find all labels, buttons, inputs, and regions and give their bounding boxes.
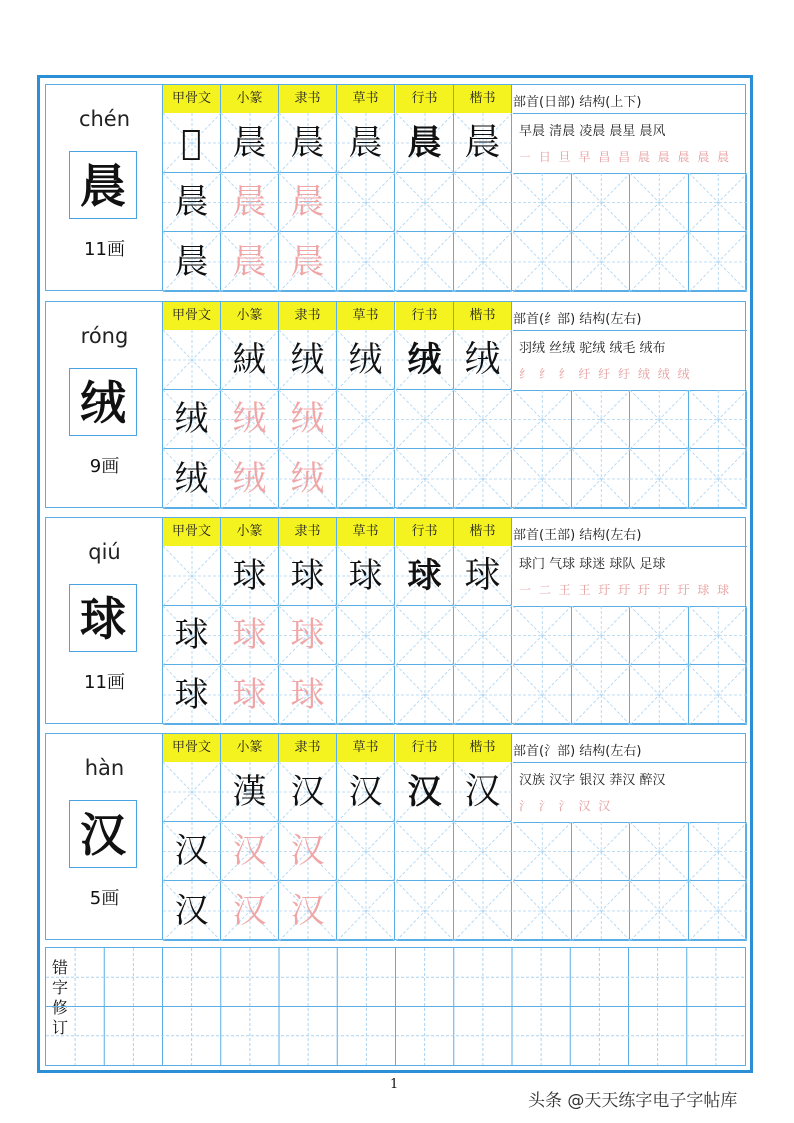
extra-practice-cell bbox=[513, 606, 572, 665]
model-character: 绒 bbox=[174, 459, 209, 499]
script-sample bbox=[163, 762, 220, 821]
extra-practice-cell bbox=[513, 173, 572, 232]
practice-cell bbox=[221, 665, 279, 725]
empty-cell bbox=[337, 232, 394, 291]
script-sample: 汉 bbox=[464, 771, 501, 812]
correction-section bbox=[45, 947, 746, 1066]
extra-practice-cell bbox=[513, 232, 572, 292]
watermark: 头条 @天天练字电子字帖库 bbox=[528, 1091, 738, 1111]
pinyin: qiú bbox=[88, 540, 121, 564]
practice-cell bbox=[279, 449, 337, 509]
script-header: 甲骨文 bbox=[163, 85, 221, 113]
character-block bbox=[45, 517, 746, 724]
script-header: 行书 bbox=[396, 85, 454, 113]
practice-cell bbox=[221, 330, 279, 390]
practice-cell bbox=[396, 762, 454, 822]
practice-cell bbox=[279, 881, 337, 941]
pinyin: chén bbox=[78, 107, 131, 131]
practice-cell bbox=[279, 330, 337, 390]
stroke-count: 5画 bbox=[89, 888, 120, 909]
main-character: 汉 bbox=[80, 808, 126, 862]
practice-cell bbox=[279, 113, 337, 173]
empty-cell bbox=[337, 449, 394, 508]
practice-cell bbox=[279, 173, 337, 232]
practice-cell bbox=[396, 173, 454, 232]
stroke-order: 一 二 王 王 玗 玗 玗 玗 玗 球 球 bbox=[519, 583, 732, 597]
trace-character: 汉 bbox=[232, 831, 267, 871]
extra-practice-cell bbox=[630, 665, 689, 725]
info-divider bbox=[513, 546, 747, 547]
script-header: 隶书 bbox=[279, 734, 337, 762]
practice-cell bbox=[337, 546, 395, 606]
correction-label: 错字修订 bbox=[52, 958, 69, 1037]
script-header: 小篆 bbox=[221, 85, 279, 113]
empty-cell bbox=[396, 390, 453, 448]
model-character: 球 bbox=[174, 615, 209, 655]
practice-cell bbox=[163, 606, 221, 665]
practice-cell bbox=[396, 822, 454, 881]
script-header: 小篆 bbox=[221, 518, 279, 546]
script-sample: 絨 bbox=[232, 340, 267, 380]
extra-practice-cell bbox=[513, 449, 572, 509]
practice-cell bbox=[221, 606, 279, 665]
empty-cell bbox=[396, 822, 453, 880]
extra-practice-cell bbox=[513, 822, 572, 881]
model-character: 晨 bbox=[174, 242, 209, 282]
main-character: 绒 bbox=[80, 376, 126, 430]
script-sample: 球 bbox=[464, 555, 501, 596]
practice-cell bbox=[221, 546, 279, 606]
info-divider bbox=[513, 330, 747, 331]
practice-cell bbox=[163, 449, 221, 509]
script-header: 楷书 bbox=[454, 302, 512, 330]
info-divider bbox=[513, 113, 747, 114]
script-sample: 绒 bbox=[407, 340, 442, 380]
trace-character: 绒 bbox=[290, 459, 325, 499]
empty-cell bbox=[454, 606, 511, 664]
practice-cell bbox=[221, 449, 279, 509]
practice-cell bbox=[221, 113, 279, 173]
empty-cell bbox=[454, 449, 511, 508]
character-summary bbox=[46, 302, 163, 507]
practice-cell bbox=[163, 232, 221, 292]
practice-cell bbox=[163, 546, 221, 606]
practice-cell bbox=[163, 822, 221, 881]
script-sample: 绒 bbox=[290, 340, 325, 380]
trace-character: 汉 bbox=[232, 891, 267, 931]
script-sample: 汉 bbox=[290, 772, 325, 812]
extra-practice-cell bbox=[630, 390, 689, 449]
main-character-box bbox=[69, 368, 137, 436]
script-header: 小篆 bbox=[221, 302, 279, 330]
main-character: 球 bbox=[80, 592, 126, 646]
practice-cell bbox=[163, 762, 221, 822]
practice-cell bbox=[396, 546, 454, 606]
practice-cell bbox=[337, 330, 395, 390]
script-sample: 汉 bbox=[407, 772, 442, 812]
extra-practice-cell bbox=[689, 232, 748, 292]
extra-practice-cell bbox=[572, 232, 631, 292]
practice-cell bbox=[279, 606, 337, 665]
practice-cell bbox=[396, 881, 454, 941]
practice-cell bbox=[454, 822, 512, 881]
stroke-order: ㇐ 日 旦 早 昌 昌 晨 晨 晨 晨 晨 bbox=[519, 150, 732, 164]
extra-practice-cell bbox=[513, 881, 572, 941]
practice-cell bbox=[396, 665, 454, 725]
script-sample: 绒 bbox=[348, 340, 383, 380]
practice-cell bbox=[337, 822, 395, 881]
empty-cell bbox=[337, 390, 394, 448]
empty-cell bbox=[337, 822, 394, 880]
extra-practice-cell bbox=[630, 606, 689, 665]
practice-cell bbox=[221, 232, 279, 292]
empty-cell bbox=[337, 881, 394, 940]
empty-cell bbox=[454, 822, 511, 880]
practice-cell bbox=[337, 762, 395, 822]
practice-cell bbox=[454, 449, 512, 509]
extra-practice-cell bbox=[689, 822, 748, 881]
radical-structure: 部首(氵部) 结构(左右) bbox=[513, 744, 642, 759]
example-words: 羽绒 丝绒 驼绒 绒毛 绒布 bbox=[519, 341, 666, 356]
practice-cell bbox=[279, 822, 337, 881]
extra-practice-cell bbox=[513, 665, 572, 725]
practice-cell bbox=[454, 390, 512, 449]
trace-character: 晨 bbox=[232, 182, 267, 222]
extra-practice-cell bbox=[689, 606, 748, 665]
character-summary bbox=[46, 85, 163, 290]
practice-cell bbox=[221, 762, 279, 822]
script-header: 隶书 bbox=[279, 302, 337, 330]
practice-cell bbox=[454, 232, 512, 292]
script-header: 行书 bbox=[396, 734, 454, 762]
practice-cell bbox=[221, 881, 279, 941]
practice-cell bbox=[396, 113, 454, 173]
model-character: 绒 bbox=[174, 399, 209, 439]
script-header: 甲骨文 bbox=[163, 518, 221, 546]
extra-practice-cell bbox=[689, 173, 748, 232]
example-words: 早晨 清晨 凌晨 晨星 晨风 bbox=[519, 124, 666, 139]
trace-character: 绒 bbox=[290, 399, 325, 439]
extra-practice-cell bbox=[572, 881, 631, 941]
extra-practice-cell bbox=[572, 173, 631, 232]
script-header: 楷书 bbox=[454, 518, 512, 546]
script-header: 小篆 bbox=[221, 734, 279, 762]
practice-cell bbox=[279, 665, 337, 725]
empty-cell bbox=[454, 665, 511, 724]
empty-cell bbox=[454, 390, 511, 448]
extra-practice-cell bbox=[689, 449, 748, 509]
extra-practice-cell bbox=[630, 881, 689, 941]
practice-cell bbox=[454, 881, 512, 941]
extra-practice-cell bbox=[513, 390, 572, 449]
extra-practice-cell bbox=[689, 665, 748, 725]
empty-cell bbox=[337, 173, 394, 231]
stroke-order: 氵 氵 氵 汉 汉 bbox=[519, 799, 613, 813]
empty-cell bbox=[396, 173, 453, 231]
practice-cell bbox=[279, 762, 337, 822]
extra-practice-cell bbox=[630, 173, 689, 232]
practice-cell bbox=[279, 390, 337, 449]
model-character: 汉 bbox=[174, 831, 209, 871]
extra-practice-cell bbox=[630, 232, 689, 292]
practice-cell bbox=[337, 449, 395, 509]
stroke-order: 纟 纟 纟 纡 纡 纡 绒 绒 绒 bbox=[519, 367, 692, 381]
script-sample: 漢 bbox=[232, 772, 267, 812]
practice-cell bbox=[163, 881, 221, 941]
practice-cell bbox=[279, 232, 337, 292]
empty-cell bbox=[396, 449, 453, 508]
script-header: 行书 bbox=[396, 302, 454, 330]
practice-cell bbox=[454, 113, 512, 173]
script-header: 草书 bbox=[337, 85, 395, 113]
script-sample: 𦥺 bbox=[181, 123, 202, 163]
main-character-box bbox=[69, 151, 137, 219]
extra-practice-cell bbox=[630, 449, 689, 509]
script-header: 甲骨文 bbox=[163, 734, 221, 762]
practice-cell bbox=[454, 330, 512, 390]
extra-practice-cell bbox=[630, 822, 689, 881]
practice-cell bbox=[454, 173, 512, 232]
main-character-box bbox=[69, 800, 137, 868]
extra-practice-cell bbox=[572, 665, 631, 725]
extra-practice-cell bbox=[689, 390, 748, 449]
script-header: 楷书 bbox=[454, 734, 512, 762]
trace-character: 球 bbox=[290, 615, 325, 655]
pinyin: hàn bbox=[84, 756, 125, 780]
practice-cell bbox=[396, 390, 454, 449]
practice-cell bbox=[163, 665, 221, 725]
stroke-count: 11画 bbox=[84, 239, 125, 260]
radical-structure: 部首(王部) 结构(左右) bbox=[513, 528, 642, 543]
practice-cell bbox=[163, 173, 221, 232]
info-divider bbox=[513, 762, 747, 763]
trace-character: 晨 bbox=[232, 242, 267, 282]
radical-structure: 部首(日部) 结构(上下) bbox=[513, 95, 642, 110]
character-summary bbox=[46, 734, 163, 939]
trace-character: 球 bbox=[290, 675, 325, 715]
practice-cell bbox=[163, 113, 221, 173]
stroke-count: 9画 bbox=[89, 456, 120, 477]
script-sample: 球 bbox=[407, 556, 442, 596]
script-sample: 晨 bbox=[232, 123, 267, 163]
script-sample: 球 bbox=[348, 556, 383, 596]
script-header: 行书 bbox=[396, 518, 454, 546]
page-number: 1 bbox=[390, 1077, 399, 1092]
main-character: 晨 bbox=[80, 159, 126, 213]
script-sample: 晨 bbox=[464, 122, 501, 163]
empty-cell bbox=[337, 665, 394, 724]
character-block bbox=[45, 733, 746, 940]
practice-cell bbox=[163, 390, 221, 449]
practice-cell bbox=[337, 173, 395, 232]
example-words: 球门 气球 球迷 球队 足球 bbox=[519, 557, 666, 572]
model-character: 球 bbox=[174, 675, 209, 715]
trace-character: 球 bbox=[232, 675, 267, 715]
empty-cell bbox=[454, 881, 511, 940]
extra-practice-cell bbox=[572, 449, 631, 509]
correction-grid bbox=[46, 948, 745, 1065]
practice-cell bbox=[396, 330, 454, 390]
practice-cell bbox=[337, 390, 395, 449]
model-character: 汉 bbox=[174, 891, 209, 931]
script-sample: 球 bbox=[232, 556, 267, 596]
script-sample bbox=[163, 546, 220, 605]
practice-cell bbox=[337, 881, 395, 941]
main-character-box bbox=[69, 584, 137, 652]
practice-cell bbox=[396, 606, 454, 665]
practice-cell bbox=[396, 449, 454, 509]
empty-cell bbox=[396, 665, 453, 724]
practice-cell bbox=[396, 232, 454, 292]
empty-cell bbox=[337, 606, 394, 664]
trace-character: 球 bbox=[232, 615, 267, 655]
practice-cell bbox=[337, 232, 395, 292]
script-header: 草书 bbox=[337, 518, 395, 546]
stroke-count: 11画 bbox=[84, 672, 125, 693]
script-header: 楷书 bbox=[454, 85, 512, 113]
script-sample: 球 bbox=[290, 556, 325, 596]
script-sample: 汉 bbox=[348, 772, 383, 812]
practice-cell bbox=[337, 606, 395, 665]
character-summary bbox=[46, 518, 163, 723]
practice-cell bbox=[221, 390, 279, 449]
empty-cell bbox=[454, 232, 511, 291]
extra-practice-cell bbox=[572, 822, 631, 881]
model-character: 晨 bbox=[174, 182, 209, 222]
script-header: 草书 bbox=[337, 302, 395, 330]
trace-character: 绒 bbox=[232, 459, 267, 499]
practice-cell bbox=[454, 762, 512, 822]
script-header: 草书 bbox=[337, 734, 395, 762]
script-header: 隶书 bbox=[279, 85, 337, 113]
script-sample: 晨 bbox=[407, 123, 442, 163]
practice-cell bbox=[163, 330, 221, 390]
practice-cell bbox=[337, 113, 395, 173]
radical-structure: 部首(纟部) 结构(左右) bbox=[513, 312, 642, 327]
empty-cell bbox=[454, 173, 511, 231]
trace-character: 汉 bbox=[290, 831, 325, 871]
extra-practice-cell bbox=[572, 606, 631, 665]
trace-character: 汉 bbox=[290, 891, 325, 931]
trace-character: 晨 bbox=[290, 182, 325, 222]
script-header: 隶书 bbox=[279, 518, 337, 546]
example-words: 汉族 汉字 银汉 莽汉 醉汉 bbox=[519, 773, 666, 788]
script-sample bbox=[163, 330, 220, 389]
practice-cell bbox=[454, 606, 512, 665]
practice-cell bbox=[279, 546, 337, 606]
script-sample: 晨 bbox=[348, 123, 383, 163]
script-sample: 晨 bbox=[290, 123, 325, 163]
empty-cell bbox=[396, 232, 453, 291]
practice-cell bbox=[454, 665, 512, 725]
trace-character: 绒 bbox=[232, 399, 267, 439]
pinyin: róng bbox=[80, 324, 129, 348]
character-block bbox=[45, 301, 746, 508]
practice-cell bbox=[454, 546, 512, 606]
script-header: 甲骨文 bbox=[163, 302, 221, 330]
trace-character: 晨 bbox=[290, 242, 325, 282]
empty-cell bbox=[396, 881, 453, 940]
extra-practice-cell bbox=[689, 881, 748, 941]
script-sample: 绒 bbox=[464, 339, 501, 380]
character-block bbox=[45, 84, 746, 291]
practice-cell bbox=[337, 665, 395, 725]
practice-cell bbox=[221, 822, 279, 881]
extra-practice-cell bbox=[572, 390, 631, 449]
empty-cell bbox=[396, 606, 453, 664]
practice-cell bbox=[221, 173, 279, 232]
